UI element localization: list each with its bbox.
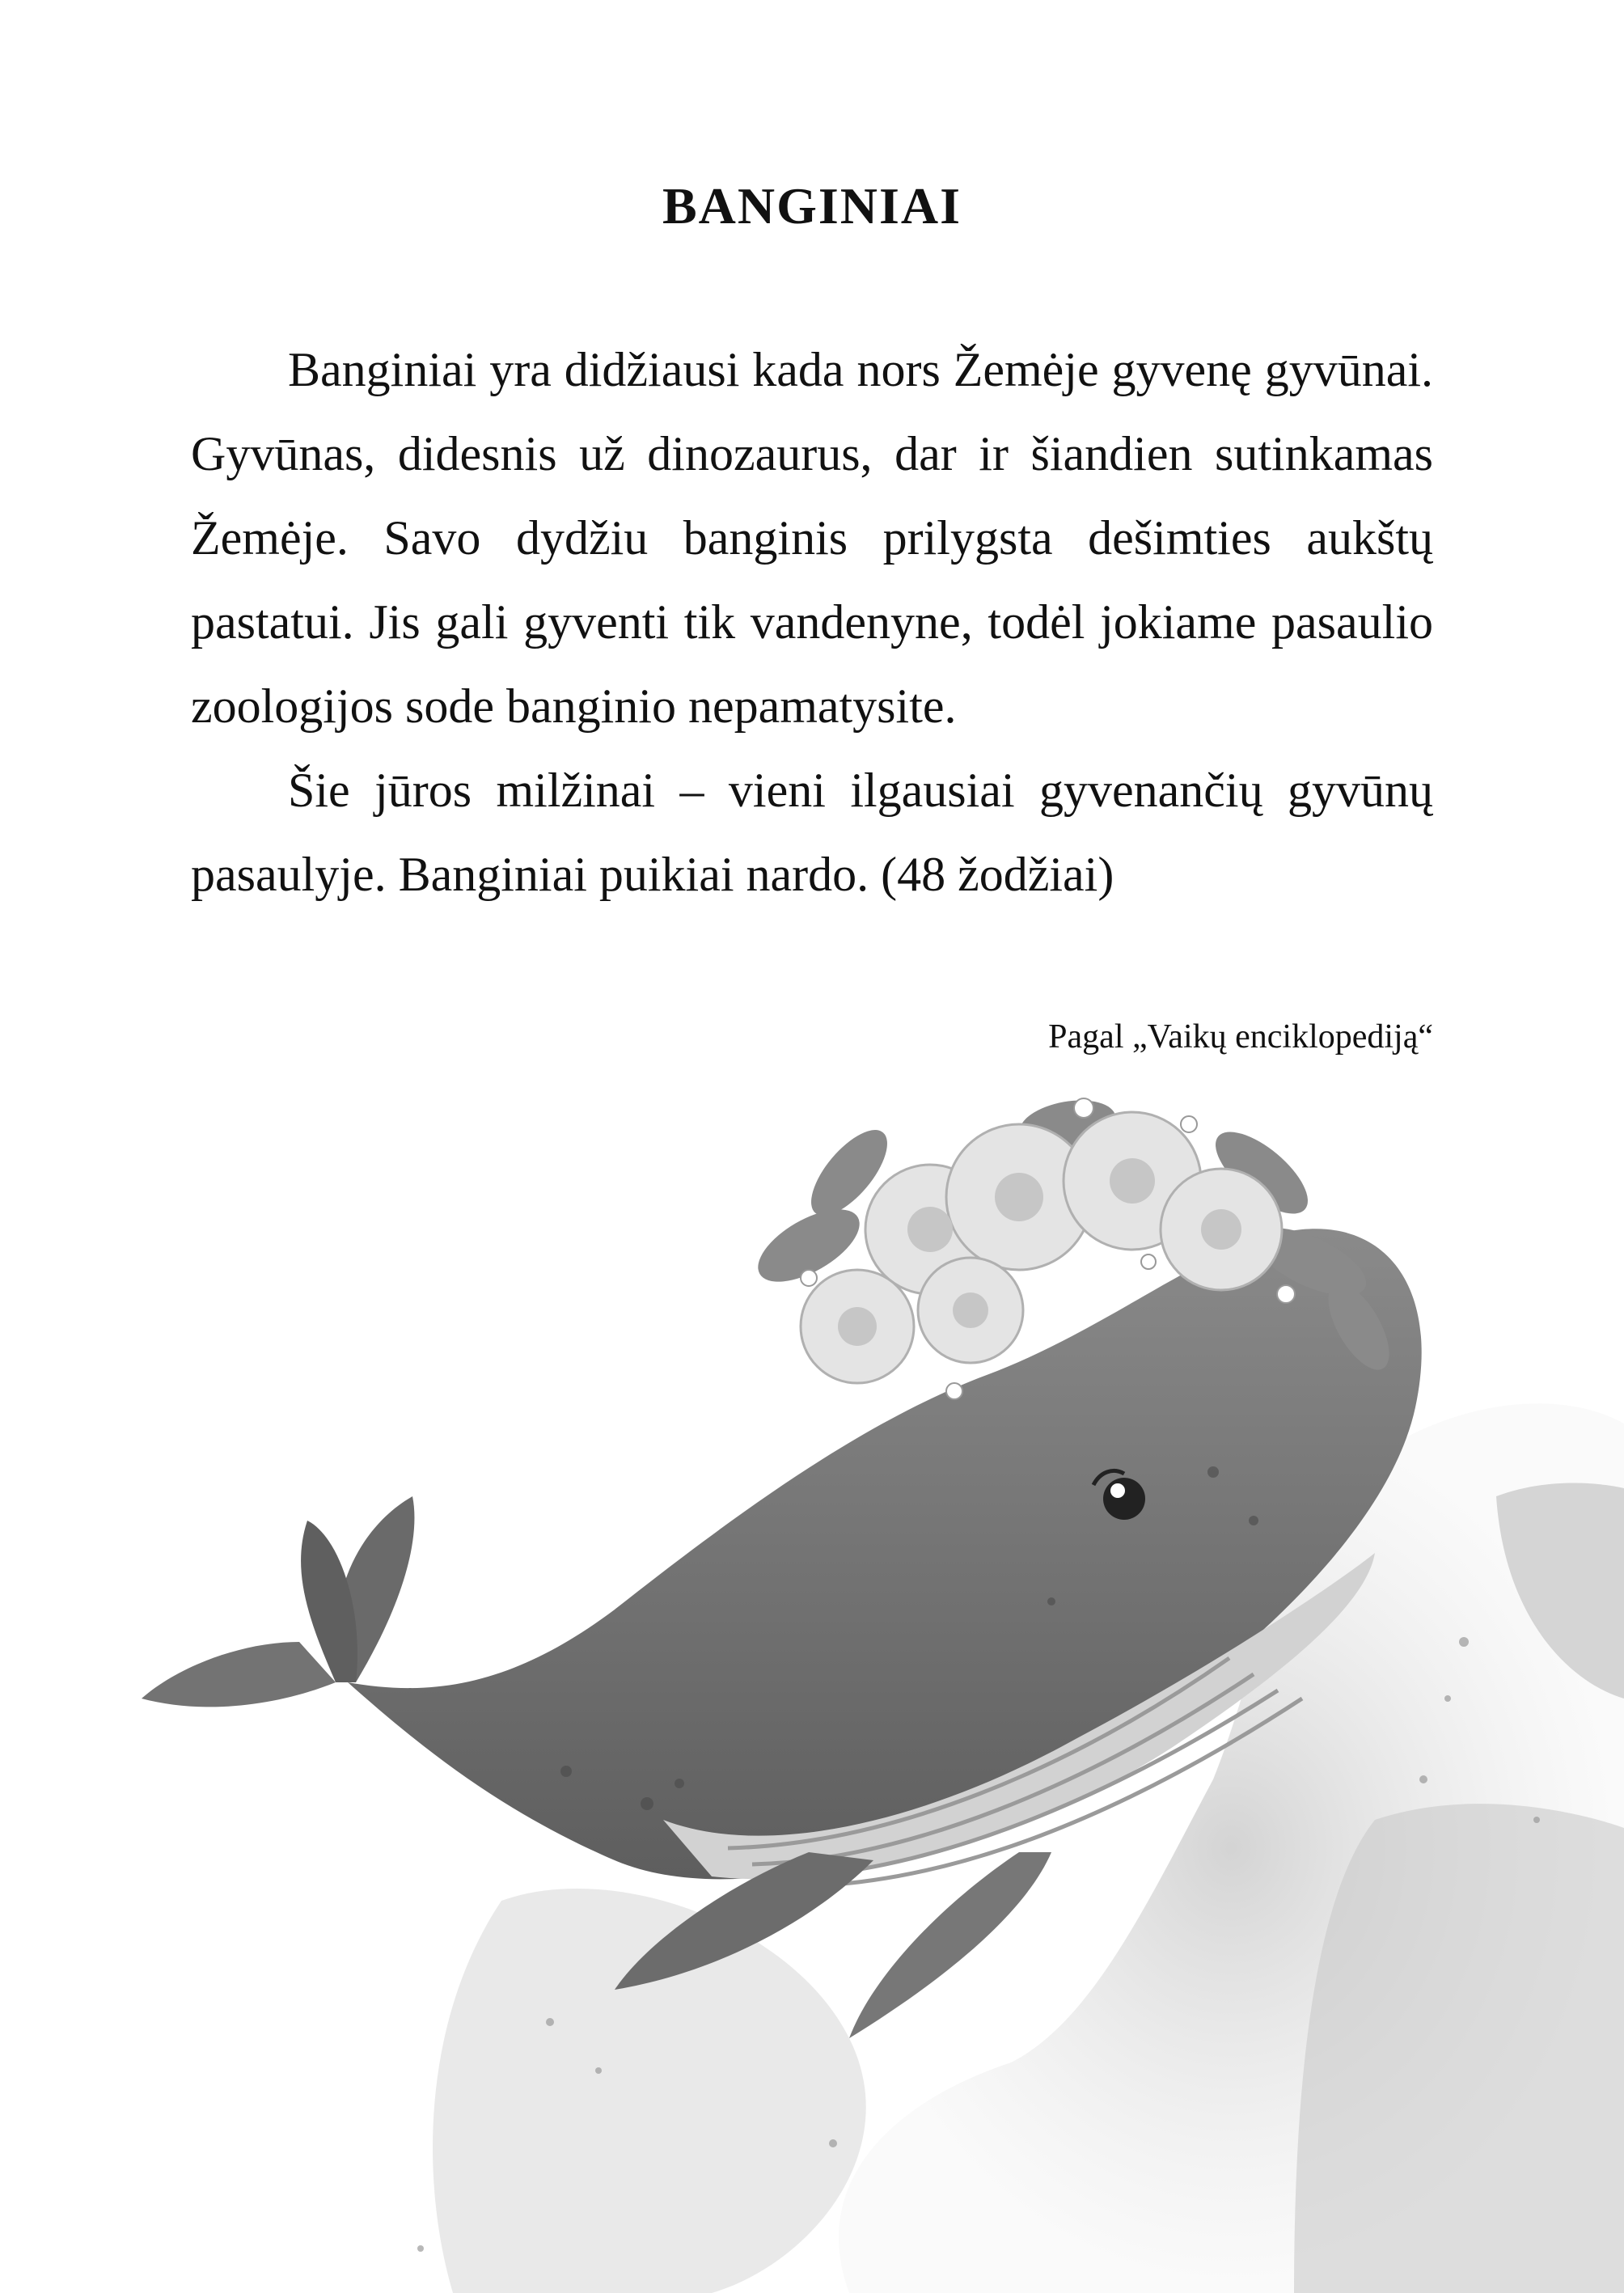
paragraph: Šie jūros milžinai – vieni ilgausiai gyvenančių gyvūnų pasaulyje. Banginiai puikiai nardo. (48 žodžiai) — [191, 764, 1433, 901]
page-title: BANGINIAI — [662, 177, 962, 235]
paragraph: Banginiai yra didžiausi kada nors Žemėje gyvenę gyvūnai. Gyvūnas, didesnis už dinozaurus, dar ir šiandien sutinkamas Žemėje. Savo dydžiu banginis prilygsta dešimties aukštų pastatui. Jis gali gyventi tik vandenyne, todėl jokiame pasaulio zoologijos sode banginio nepamatysite. — [191, 343, 1433, 733]
source-citation: Pagal „Vaikų enciklopediją“ — [1048, 1018, 1433, 1056]
body-text — [191, 328, 1433, 916]
whale-tail — [142, 1496, 414, 1707]
